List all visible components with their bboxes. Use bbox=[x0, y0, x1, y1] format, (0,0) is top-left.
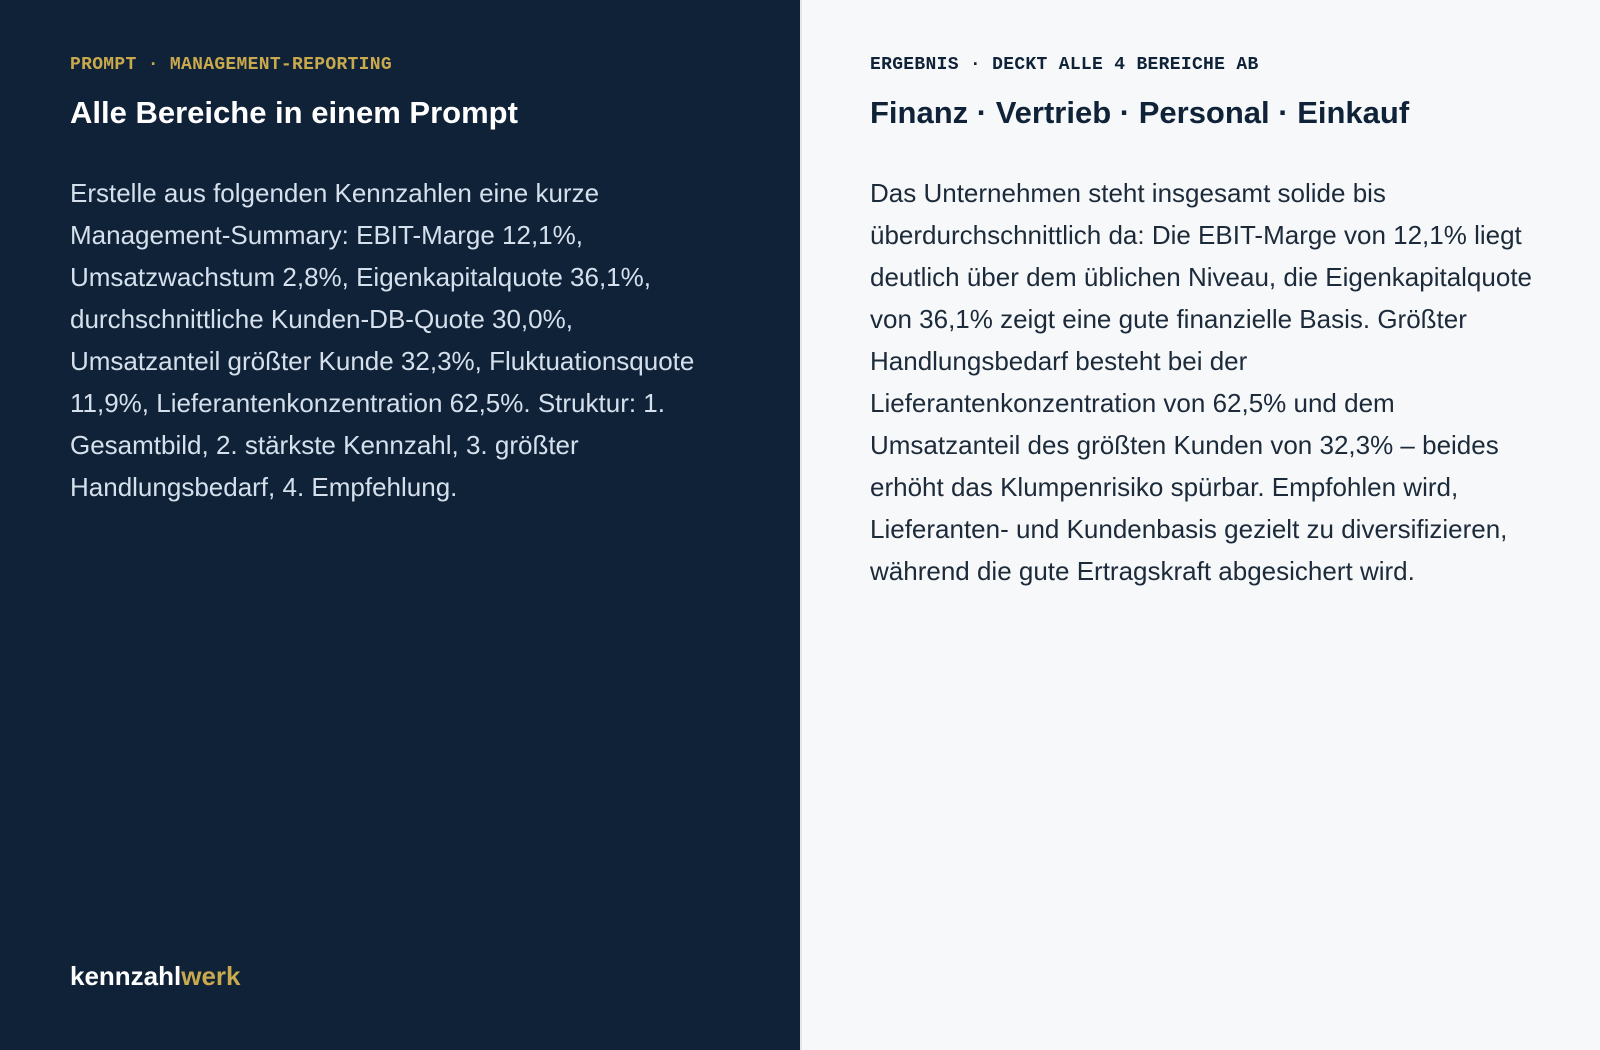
result-body: Das Unternehmen steht insgesamt solide bis überdurchschnittlich da: Die EBIT-Marge von 12,1% liegt deutlich über dem üblichen Niveau, die Eigenkapitalquote von 36,1% zeigt eine gute finanzielle Basis. Größter Handlungsbedarf besteht bei der Lieferantenkonzentration von 62,5% und dem Umsatzanteil des größten Kunden von 32,3% – beides erhöht das Klumpenrisiko spürbar. Empfohlen wird, Lieferanten- und Kundenbasis gezielt zu diversifizieren, während die gute Ertragskraft abgesichert wird. bbox=[870, 178, 1532, 586]
prompt-body: Erstelle aus folgenden Kennzahlen eine kurze Management-Summary: EBIT-Marge 12,1%, Umsatzwachstum 2,8%, Eigenkapitalquote 36,1%, durchschnittliche Kunden-DB-Quote 30,0%, Umsatzanteil größter Kunde 32,3%, Fluktuationsquote 11,9%, Lieferantenkonzentration 62,5%. Struktur: 1. Gesamtbild, 2. stärkste Kennzahl, 3. größter Handlungsbedarf, 4. Empfehlung. bbox=[70, 178, 695, 502]
result-eyebrow: ERGEBNIS · DECKT ALLE 4 BEREICHE AB bbox=[870, 55, 1259, 75]
prompt-title: Alle Bereiche in einem Prompt bbox=[70, 95, 518, 130]
prompt-eyebrow: PROMPT · MANAGEMENT-REPORTING bbox=[70, 55, 392, 75]
result-title: Finanz · Vertrieb · Personal · Einkauf bbox=[870, 95, 1410, 130]
brand-logo-part1: kennzahl bbox=[70, 961, 182, 991]
result-panel bbox=[802, 0, 1600, 1050]
brand-logo bbox=[70, 960, 241, 992]
brand-logo-part2: werk bbox=[181, 961, 241, 991]
